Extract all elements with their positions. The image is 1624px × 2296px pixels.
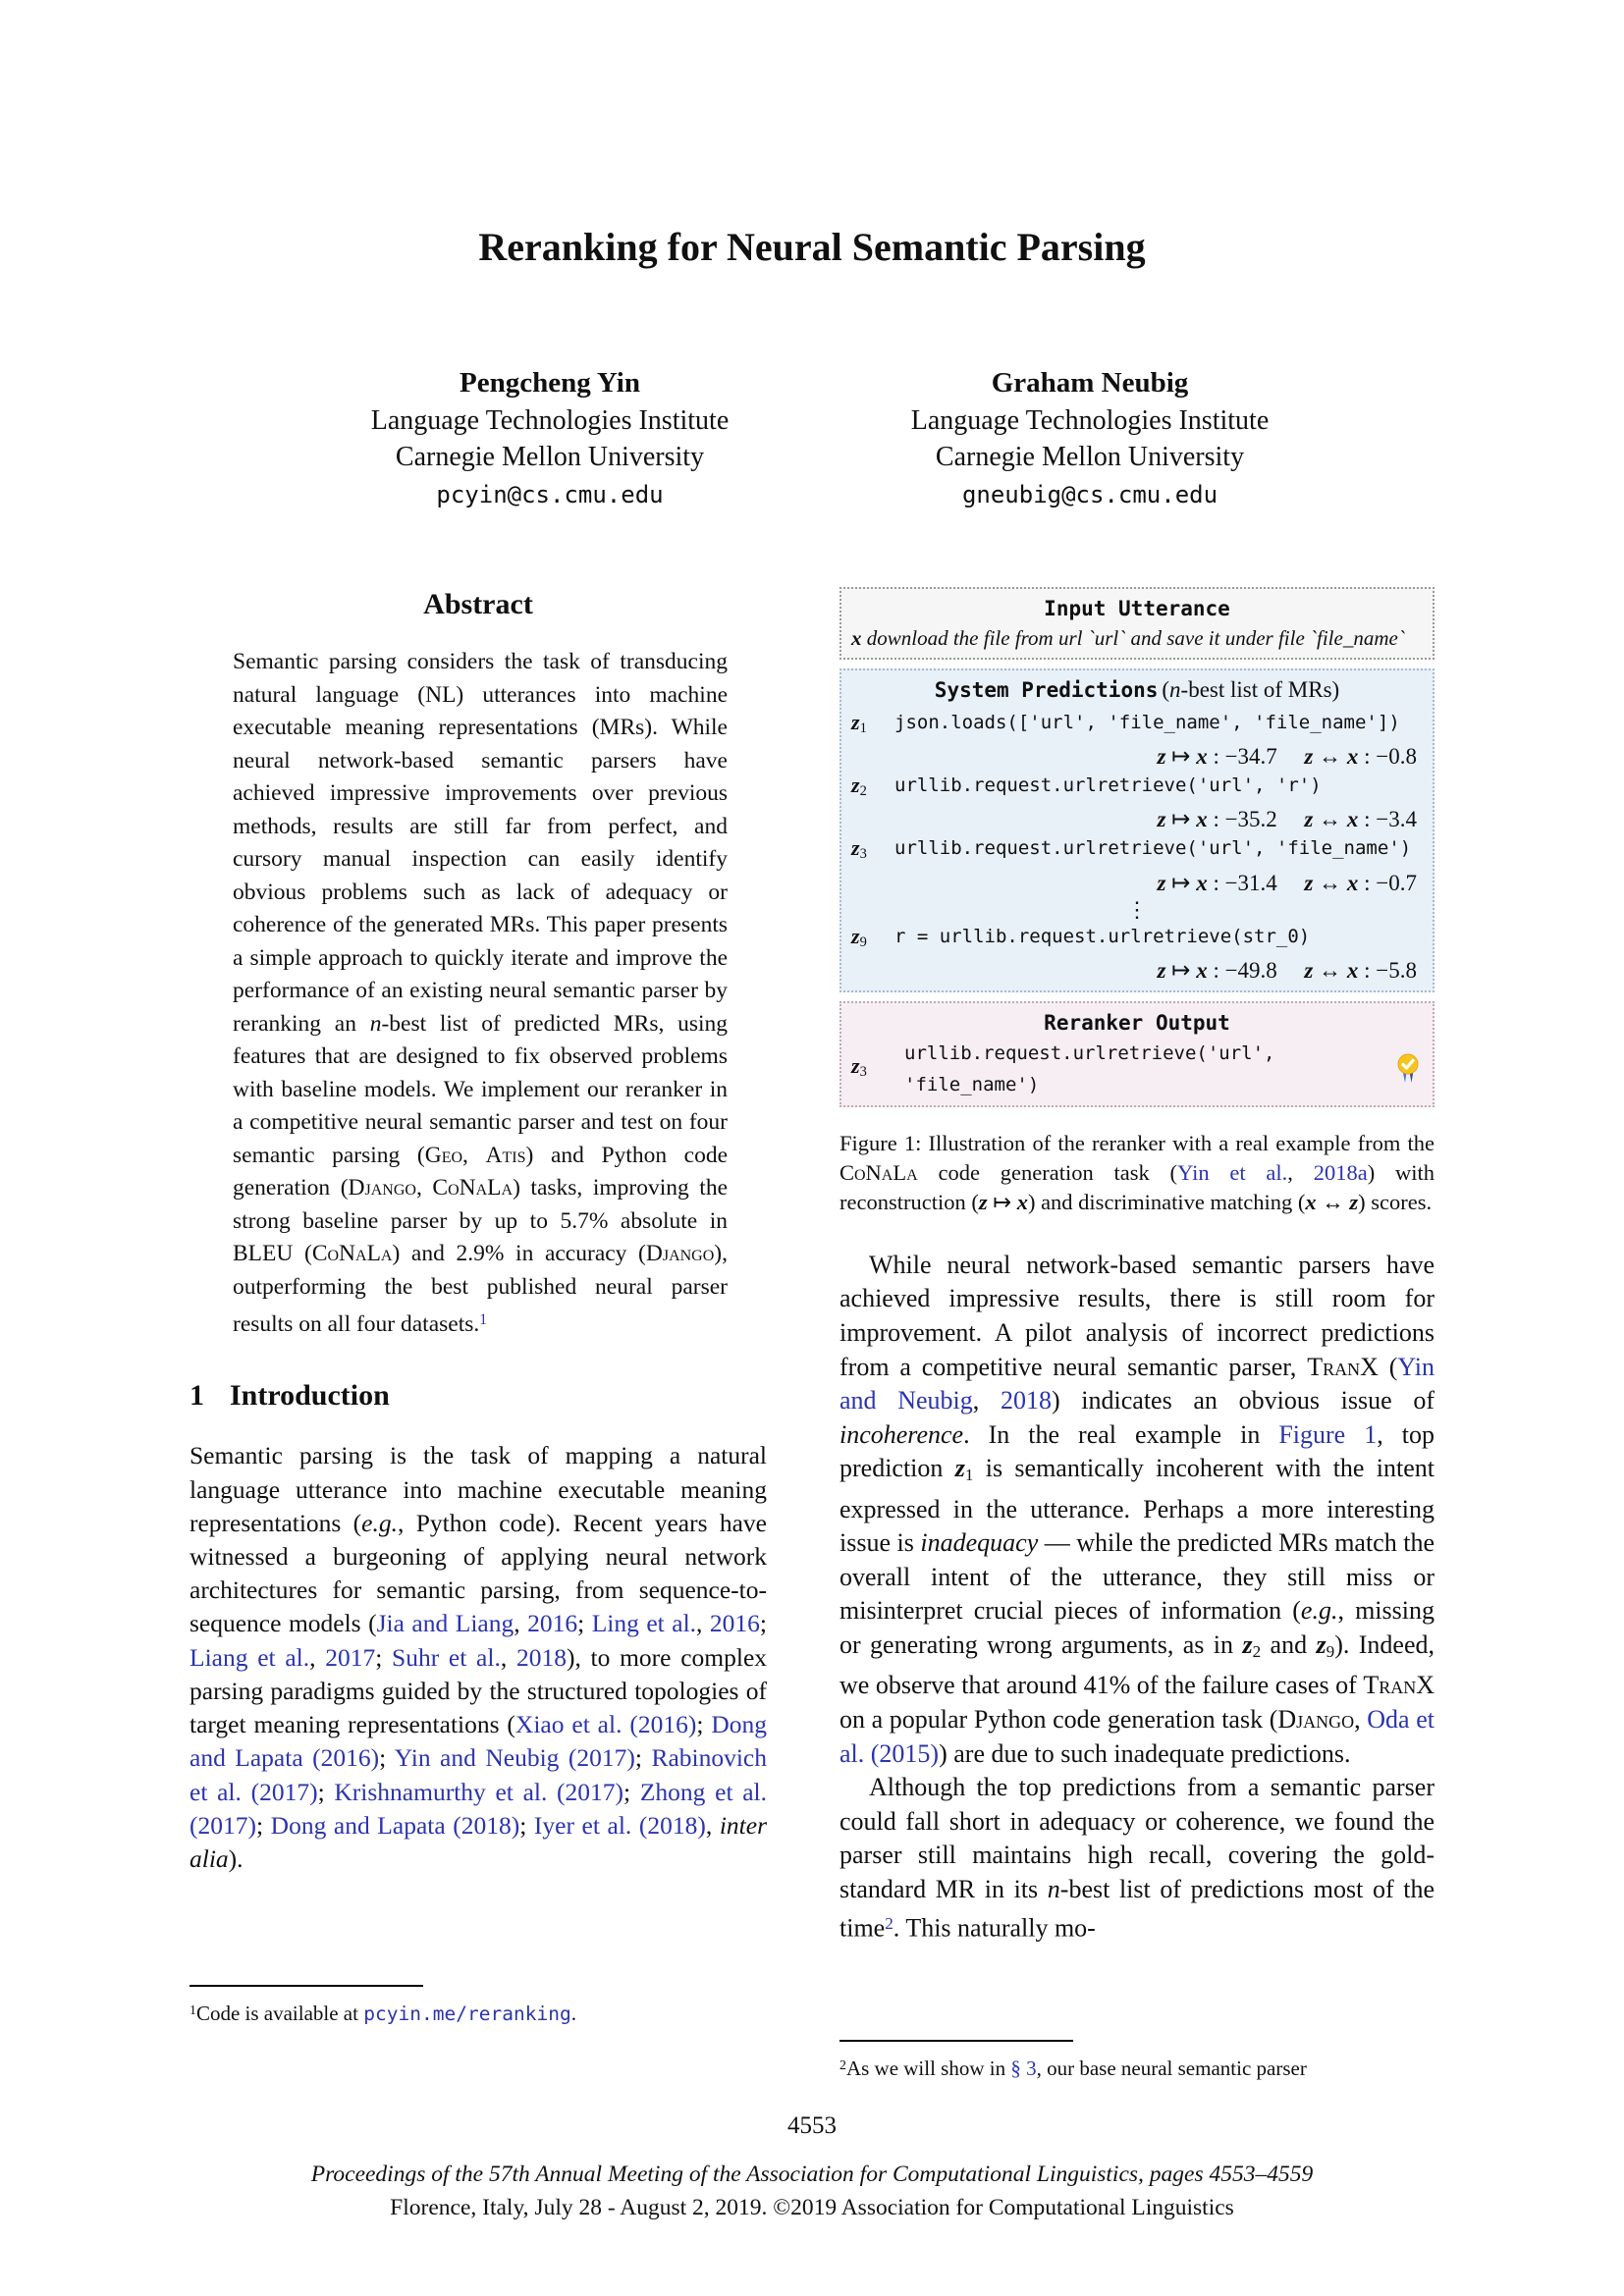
text-run: z bbox=[1304, 957, 1314, 983]
right-column bbox=[839, 587, 1435, 1946]
text-run: is semantically incoherent with the intent expressed in the utterance. Perhaps a more interesting issue is bbox=[839, 1454, 1435, 1558]
prediction-item bbox=[851, 772, 1423, 833]
text-run: ; bbox=[519, 1810, 534, 1840]
text-run: CoNaLa bbox=[839, 1159, 918, 1185]
system-predictions-title bbox=[851, 675, 1423, 708]
prediction-id: z3 bbox=[851, 1052, 867, 1080]
text-run: : −0.8 bbox=[1358, 744, 1417, 770]
left-column bbox=[189, 587, 767, 1876]
abstract-body bbox=[233, 646, 728, 1341]
text-run: ) with reconstruction ( bbox=[839, 1159, 1435, 1214]
text-run: z bbox=[1304, 807, 1314, 832]
citation-link[interactable]: Xiao et al. (2016) bbox=[514, 1710, 697, 1739]
text-run: 9 bbox=[1326, 1641, 1335, 1661]
text-run: ↔ bbox=[1313, 870, 1347, 895]
text-run: Django bbox=[348, 1175, 416, 1201]
paragraph bbox=[839, 1771, 1435, 1946]
text-run: : −3.4 bbox=[1358, 807, 1417, 832]
text-run: ( bbox=[1162, 677, 1170, 702]
text-run: . bbox=[570, 2002, 576, 2026]
text-run: ↔ bbox=[1316, 1189, 1350, 1214]
citation-link[interactable]: 2018 bbox=[1000, 1386, 1052, 1415]
text-run: incoherence bbox=[839, 1419, 964, 1449]
text-run: ) are due to such inadequate predictions. bbox=[939, 1738, 1351, 1768]
text-run: x bbox=[1016, 1189, 1028, 1214]
text-run: : −35.2 bbox=[1207, 807, 1277, 832]
system-predictions-label: System Predictions bbox=[934, 678, 1159, 702]
text-run: ). Indeed, we observe that around 41% of the failure cases of bbox=[839, 1630, 1435, 1700]
citation-link[interactable]: Yin and Neubig (2017) bbox=[394, 1743, 635, 1773]
text-run: x bbox=[1346, 744, 1359, 770]
prediction-code: r = urllib.request.urlretrieve(str_0) bbox=[894, 925, 1311, 947]
text-run: inadequacy bbox=[920, 1528, 1039, 1558]
prediction-scores bbox=[851, 805, 1423, 833]
input-utterance-title: Input Utterance bbox=[1044, 597, 1230, 620]
section-number: 1 bbox=[189, 1379, 204, 1413]
author-affiliation: Carnegie Mellon University bbox=[395, 442, 705, 472]
prediction-item bbox=[851, 834, 1423, 896]
text-run: ) indicates an obvious issue of bbox=[1051, 1386, 1435, 1415]
author-affiliation: Language Technologies Institute bbox=[910, 405, 1270, 436]
prediction-code: json.loads(['url', 'file_name', 'file_name']) bbox=[894, 712, 1400, 733]
prediction-id: z2 bbox=[851, 773, 867, 800]
text-run: z bbox=[1304, 870, 1314, 895]
right-column-body bbox=[839, 1249, 1435, 1946]
citation-link[interactable]: Dong and Lapata (2018) bbox=[270, 1810, 520, 1840]
text-run: ) and Python code generation ( bbox=[233, 1142, 729, 1201]
paragraph bbox=[839, 1249, 1435, 1771]
abstract-heading: Abstract bbox=[423, 588, 533, 620]
code-link[interactable]: pcyin.me/reranking bbox=[363, 2002, 571, 2026]
text-run: z bbox=[1242, 1630, 1253, 1660]
text-run: z bbox=[1316, 1630, 1326, 1660]
figure-input-utterance-box bbox=[839, 587, 1435, 660]
text-run: -best list of MRs) bbox=[1180, 677, 1340, 702]
text-run: ↦ bbox=[1165, 870, 1197, 895]
text-run: x bbox=[1196, 744, 1208, 770]
citation-link[interactable]: Dong and Lapata (2016) bbox=[189, 1710, 767, 1773]
figure-reranker-output-box bbox=[839, 1001, 1435, 1107]
text-run: ) scores. bbox=[1358, 1189, 1433, 1214]
input-utterance-text bbox=[851, 623, 1423, 653]
text-run: Semantic parsing is the task of mapping a natural language utterance into machine executable meaning representations ( bbox=[189, 1441, 767, 1537]
prediction-item bbox=[851, 709, 1423, 771]
citation-link[interactable]: Figure 1 bbox=[1278, 1419, 1378, 1449]
text-run: , bbox=[500, 1642, 516, 1672]
text-run: on a popular Python code generation task ( bbox=[839, 1705, 1278, 1734]
text-run: ; bbox=[696, 1710, 712, 1739]
citation-link[interactable]: 2016 bbox=[527, 1609, 578, 1638]
text-run: -best list of predicted MRs, using features that are designed to fix observed problems with baseline models. We implement our reranker in a competitive neural semantic parser and test on four semantic parsing ( bbox=[233, 1010, 728, 1168]
text-run: ↦ bbox=[1165, 957, 1197, 983]
prediction-id: z3 bbox=[851, 835, 867, 863]
prediction-id: z9 bbox=[851, 923, 867, 950]
predictions-ellipsis: ⋮ bbox=[1126, 896, 1148, 922]
text-run: ↔ bbox=[1313, 807, 1347, 832]
text-run: ↔ bbox=[1313, 744, 1347, 770]
text-run: e.g. bbox=[1300, 1596, 1338, 1626]
text-run: ; bbox=[255, 1810, 271, 1840]
author-affiliation: Carnegie Mellon University bbox=[935, 442, 1245, 472]
citation-link[interactable]: Oda et al. (2015) bbox=[839, 1705, 1435, 1768]
text-run: ↦ bbox=[1165, 807, 1197, 832]
citation-link[interactable]: 2018 bbox=[515, 1642, 567, 1672]
text-run: z bbox=[1157, 870, 1166, 895]
text-run: , bbox=[309, 1642, 326, 1672]
author-name: Pengcheng Yin bbox=[460, 367, 640, 399]
citation-link[interactable]: 1 bbox=[479, 1311, 488, 1328]
reranker-output-line bbox=[851, 1038, 1423, 1100]
citation-link[interactable]: Yin et al. bbox=[1177, 1159, 1288, 1185]
text-run: Figure 1: Illustration of the reranker with a real example from the bbox=[839, 1130, 1435, 1155]
author-email: gneubig@cs.cmu.edu bbox=[961, 481, 1218, 508]
text-run: n bbox=[369, 1010, 382, 1037]
text-run: ↔ bbox=[1313, 957, 1347, 983]
text-run: 2 bbox=[1252, 1641, 1262, 1661]
text-run: : −49.8 bbox=[1207, 957, 1277, 983]
author-block-2 bbox=[795, 363, 1384, 514]
text-run: n bbox=[1169, 677, 1181, 702]
figure-caption bbox=[839, 1129, 1435, 1217]
text-run bbox=[1277, 871, 1305, 895]
text-run: z bbox=[1157, 957, 1166, 983]
footnote-rule bbox=[189, 1985, 423, 1987]
text-run: , top prediction bbox=[839, 1419, 1435, 1483]
text-run: As we will show in bbox=[845, 2056, 1011, 2081]
text-run: x bbox=[1346, 957, 1359, 983]
text-run: ↦ bbox=[1165, 744, 1197, 770]
text-run: x bbox=[1196, 957, 1208, 983]
text-run: 1 bbox=[189, 2002, 196, 2017]
citation-link[interactable]: Jia and Liang bbox=[376, 1609, 514, 1638]
text-run: , bbox=[696, 1609, 710, 1638]
text-run: Semantic parsing considers the task of transducing natural language (NL) utterances into machine executable meaning representations (MRs). While neural network-based semantic parsers have achieved impressive improvements over previous methods, results are still far from perfect, and cursory manual inspection can easily identify obvious problems such as lack of adequacy or coherence of the generated MRs. This paper presents a simple approach to quickly iterate and improve the performance of an existing neural semantic parser by reranking an bbox=[233, 649, 728, 1037]
citation-link[interactable]: Yin and Neubig bbox=[839, 1352, 1435, 1415]
text-run: Atis bbox=[485, 1142, 526, 1168]
reranker-output-code: urllib.request.urlretrieve('url', 'file_name') bbox=[904, 1041, 1275, 1095]
text-run: , bbox=[415, 1175, 433, 1201]
text-run: e.g. bbox=[361, 1508, 398, 1537]
introduction-body bbox=[189, 1439, 767, 1876]
text-run: . In the real example in bbox=[963, 1419, 1279, 1449]
medal-check-icon bbox=[1393, 1053, 1423, 1085]
text-run: : −31.4 bbox=[1207, 870, 1277, 895]
system-predictions-subtitle bbox=[1162, 677, 1339, 702]
text-run: ). bbox=[228, 1843, 244, 1873]
text-run: ; bbox=[317, 1777, 335, 1806]
venue-line: Florence, Italy, July 28 - August 2, 2019. ©2019 Association for Computational Linguistics bbox=[390, 2195, 1234, 2220]
footnote-rule bbox=[839, 2040, 1073, 2042]
text-run: Although the top predictions from a semantic parser could fall short in adequacy or coherence, we found the parser still maintains high recall, covering the gold-standard MR in its bbox=[839, 1773, 1435, 1903]
text-run: ), outperforming the best published neural parser results on all four datasets. bbox=[233, 1241, 728, 1337]
citation-link[interactable]: 2 bbox=[885, 1913, 893, 1933]
text-run: , bbox=[1287, 1159, 1314, 1185]
text-run: ↦ bbox=[987, 1189, 1017, 1214]
citation-link[interactable]: 2018a bbox=[1313, 1159, 1368, 1185]
text-run: x bbox=[1196, 807, 1208, 832]
page-number: 4553 bbox=[787, 2112, 837, 2139]
prediction-code: urllib.request.urlretrieve('url', 'file_name') bbox=[894, 837, 1412, 860]
text-run: z bbox=[1157, 744, 1166, 770]
text-run: z bbox=[1304, 744, 1314, 770]
prediction-item bbox=[851, 923, 1423, 985]
text-run: , bbox=[462, 1142, 486, 1168]
proceedings-line: Proceedings of the 57th Annual Meeting of the Association for Computational Linguistics, pages 4553–4559 bbox=[310, 2162, 1314, 2187]
footnote-2-text bbox=[839, 2052, 1435, 2082]
text-run: download the file from url `url` and save it under file `file_name` bbox=[861, 626, 1405, 650]
footnote-2 bbox=[839, 2040, 1435, 2082]
text-run: ) tasks, improving the strong baseline parser by up to 5.7% absolute in BLEU ( bbox=[233, 1175, 728, 1266]
prediction-scores bbox=[851, 869, 1423, 897]
text-run: , bbox=[514, 1609, 528, 1638]
text-run: ( bbox=[1378, 1352, 1398, 1381]
author-email: pcyin@cs.cmu.edu bbox=[436, 481, 664, 508]
author-affiliation: Language Technologies Institute bbox=[370, 405, 730, 436]
text-run: code generation task ( bbox=[917, 1159, 1178, 1185]
text-run bbox=[1277, 744, 1305, 769]
text-run: inter alia bbox=[189, 1810, 768, 1873]
text-run: ; bbox=[577, 1609, 592, 1638]
text-run: : −5.8 bbox=[1358, 957, 1417, 983]
prediction-scores bbox=[851, 956, 1423, 985]
text-run: Geo bbox=[424, 1142, 463, 1168]
footnote-1 bbox=[189, 1985, 767, 2027]
text-run bbox=[1277, 958, 1305, 983]
text-run: , bbox=[972, 1386, 1001, 1415]
text-run: , bbox=[705, 1810, 720, 1840]
citation-link[interactable]: Liang et al. bbox=[189, 1642, 310, 1672]
text-run: x bbox=[851, 626, 862, 650]
text-run: While neural network-based semantic parsers have achieved impressive results, there is still room for improvement. A pilot analysis of incorrect predictions from a competitive neural semantic parser, bbox=[839, 1250, 1435, 1381]
reranker-output-title: Reranker Output bbox=[1044, 1010, 1230, 1035]
text-run: : −34.7 bbox=[1207, 744, 1277, 770]
section-title: Introduction bbox=[230, 1379, 390, 1413]
text-run: ; bbox=[375, 1642, 393, 1672]
text-run: , our base neural semantic parser bbox=[1036, 2056, 1307, 2081]
text-run: 2 bbox=[839, 2057, 846, 2072]
citation-link[interactable]: Rabinovich et al. (2017) bbox=[189, 1743, 768, 1806]
text-run: TranX bbox=[1363, 1671, 1435, 1700]
text-run: , Python code). Recent years have witnessed a burgeoning of applying neural network architectures for semantic parsing, from sequence-to-sequence models ( bbox=[189, 1508, 767, 1638]
text-run: x bbox=[1305, 1189, 1317, 1214]
prediction-code: urllib.request.urlretrieve('url', 'r') bbox=[894, 774, 1322, 797]
text-run: , bbox=[1354, 1705, 1368, 1734]
figure-system-predictions-box bbox=[839, 668, 1435, 992]
text-run: CoNaLa bbox=[311, 1241, 393, 1266]
prediction-scores bbox=[851, 742, 1423, 771]
text-run: ) and discriminative matching ( bbox=[1027, 1189, 1306, 1214]
text-run: ), to more complex parsing paradigms guided by the structured topologies of target meaning representations ( bbox=[189, 1642, 768, 1739]
text-run: ; bbox=[379, 1743, 395, 1773]
footnote-1-text bbox=[189, 1997, 767, 2027]
text-run: ; bbox=[759, 1609, 768, 1638]
citation-link[interactable]: Ling et al. bbox=[591, 1609, 697, 1638]
paper-title: Reranking for Neural Semantic Parsing bbox=[478, 225, 1146, 269]
citation-link[interactable]: 2017 bbox=[325, 1642, 376, 1672]
section-heading-introduction bbox=[189, 1376, 767, 1415]
text-run: z bbox=[954, 1454, 965, 1483]
citation-link[interactable]: Zhong et al. (2017) bbox=[189, 1777, 768, 1840]
text-run: and bbox=[1261, 1630, 1317, 1660]
citation-link[interactable]: 2016 bbox=[709, 1609, 760, 1638]
author-name: Graham Neubig bbox=[991, 367, 1189, 399]
text-run: z bbox=[1349, 1189, 1359, 1214]
text-run: Code is available at bbox=[195, 2002, 364, 2026]
text-run: . This naturally mo- bbox=[893, 1913, 1096, 1943]
text-run: x bbox=[1196, 870, 1208, 895]
text-run: Django bbox=[645, 1241, 715, 1266]
text-run: z bbox=[978, 1189, 988, 1214]
text-run: x bbox=[1346, 870, 1359, 895]
text-run: 1 bbox=[964, 1466, 974, 1485]
text-run: Django bbox=[1277, 1705, 1355, 1734]
prediction-id: z1 bbox=[851, 710, 867, 737]
text-run bbox=[1277, 807, 1305, 831]
text-run: , missing or generating wrong arguments, as in bbox=[839, 1596, 1435, 1660]
citation-link[interactable]: Krishnamurthy et al. (2017) bbox=[334, 1777, 624, 1806]
text-run: ) and 2.9% in accuracy ( bbox=[392, 1241, 646, 1266]
text-run: -best list of predictions most of the time bbox=[839, 1874, 1435, 1943]
citation-link[interactable]: § 3 bbox=[1010, 2056, 1037, 2081]
text-run: CoNaLa bbox=[432, 1175, 514, 1201]
text-run: — while the predicted MRs match the overall intent of the utterance, they still miss or misinterpret crucial pieces of information ( bbox=[839, 1528, 1435, 1626]
text-run: z bbox=[1157, 807, 1166, 832]
author-block-1 bbox=[255, 363, 844, 514]
text-run: n bbox=[1047, 1874, 1060, 1903]
text-run: ; bbox=[623, 1777, 640, 1806]
text-run: x bbox=[1346, 807, 1359, 832]
text-run: ; bbox=[634, 1743, 652, 1773]
citation-link[interactable]: Suhr et al. bbox=[392, 1642, 501, 1672]
text-run: : −0.7 bbox=[1358, 870, 1417, 895]
text-run: TranX bbox=[1307, 1352, 1379, 1381]
citation-link[interactable]: Iyer et al. (2018) bbox=[533, 1810, 706, 1840]
